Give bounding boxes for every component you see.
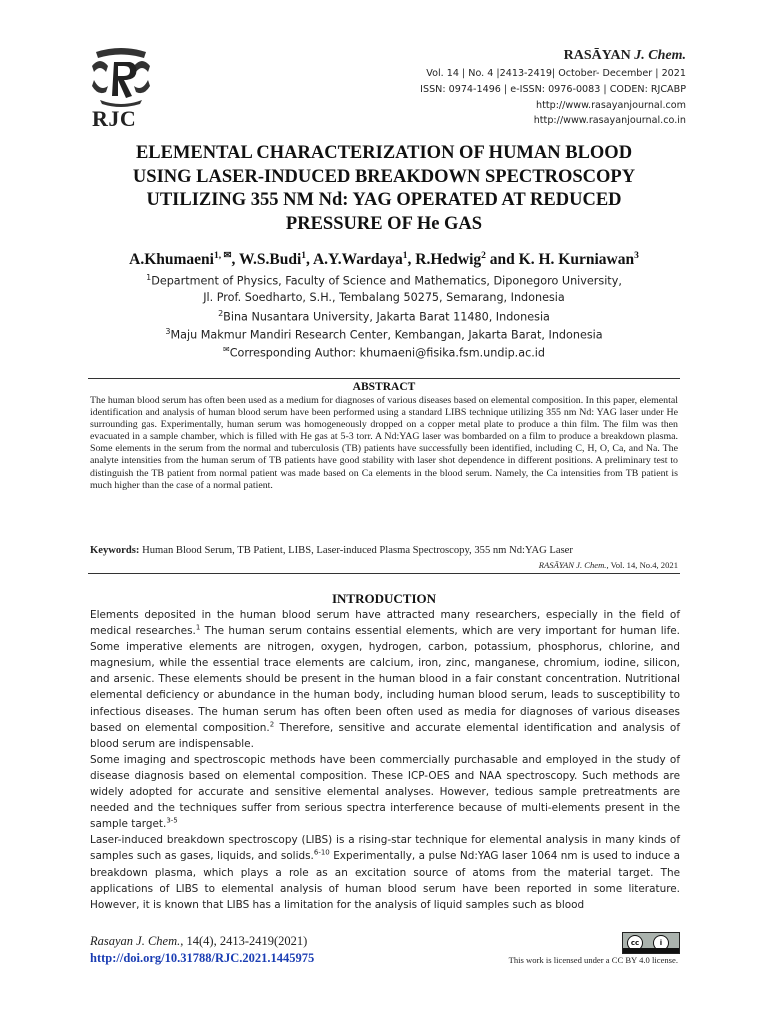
author-sup: 1 — [402, 251, 408, 261]
author-list — [80, 250, 688, 269]
badge-bar — [623, 948, 679, 953]
abstract-bottom-rule — [88, 573, 680, 574]
reference-marker: 2 — [269, 720, 275, 729]
affiliation-1-line-2: Jl. Prof. Soedharto, S.H., Tembalang 50275, Semarang, Indonesia — [203, 291, 565, 304]
reference-marker: 6-10 — [313, 848, 330, 857]
intro-text: The human serum contains essential elements, which are very important for human life. Some imperative elements are nitrogen, oxygen, hydrogen, carbon, potassium, phosphorus, chlorine, and magnesium, while the essential trace elements are calcium, iron, zinc, manganese, chromium, iodine, silicon, and arsenic. These elements should be present in the human blood in a fair constant concentration. Nutritional elemental deficiency or abundance in the human body, including human blood serum, leads to susceptibility to infectious diseases. The human serum has often been often used as media for diagnoses of various diseases based on elemental composition. — [90, 625, 680, 734]
author-name: W.S.Budi — [238, 251, 302, 269]
affiliation-3 — [80, 327, 688, 342]
keywords-text: Human Blood Serum, TB Patient, LIBS, Laser-induced Plasma Spectroscopy, 355 nm Nd:YAG Laser — [139, 545, 573, 556]
affiliation-sup: 1 — [146, 273, 152, 282]
title-line-3: UTILIZING 355 NM Nd: YAG OPERATED AT REDUCED — [146, 190, 622, 210]
intro-text: Experimentally, a pulse Nd:YAG laser 1064 nm is used to induce a breakdown plasma, which plays a role as an excitation source of atoms from the material target. The applications of LIBS to elemental analysis of human blood serum have been reported in some literature. However, it is known that LIBS has a limitation for the analysis of liquid samples such as blood — [90, 850, 680, 911]
introduction-body — [90, 607, 680, 913]
author-sup: 1 — [301, 251, 307, 261]
author-separator: , — [407, 251, 416, 269]
journal-name-main: RASĀYAN — [563, 48, 631, 63]
affiliation-text: Department of Physics, Faculty of Science and Mathematics, Diponegoro University, — [151, 274, 622, 288]
abstract-body: The human blood serum has often been used as a medium for diagnoses of various diseases based on elemental composition. In this paper, elemental identification and analysis of human blood serum have been performed using a standard LIBS technique utilizing 355 nm Nd: YAG laser under He surrounding gas. Experimentally, human serum was homogeneously dropped on a copper metal plate to produce a thin film. The film was then evacuated in a sample chamber, which is filled with He gas at 5-3 torr. A Nd:YAG laser was bombarded on a film to produce a breakdown plasma. Some elements in the serum from the normal and tuberculosis (TB) patients have successfully been identified, including C, H, O, Ca, and Na. The analyte intensities from the human serum of TB patients have good stability with laser shot dependence in different positions. A preliminary test to distinguish the TB patient from normal patient was made based on Ca elements in the blood serum. Namely, the Ca intensities from TB patient is much higher than the case of a normal patient. — [90, 395, 678, 491]
author-separator: and — [485, 251, 519, 269]
creative-commons-icon: cc — [627, 935, 643, 951]
corresponding-author-text[interactable]: Corresponding Author: khumaeni@fisika.fsm.undip.ac.id — [229, 346, 546, 360]
abstract-top-rule — [88, 378, 680, 379]
title-line-4: PRESSURE OF He GAS — [285, 213, 483, 234]
envelope-icon: ✉ — [222, 345, 230, 354]
affiliation-sup: 3 — [165, 327, 171, 336]
intro-paragraph-1 — [90, 607, 680, 752]
logo-text: RJC — [92, 106, 137, 131]
intro-text: Elements deposited in the human blood serum have attracted many researchers, especially in the field of medical researches. — [90, 609, 680, 638]
abstract-citation-journal: RASĀYAN J. Chem. — [538, 560, 607, 570]
affiliation-text: Bina Nusantara University, Jakarta Barat 11480, Indonesia — [223, 310, 550, 324]
doi-link[interactable]: http://doi.org/10.31788/RJC.2021.1445975 — [90, 951, 315, 965]
attribution-icon: i — [653, 935, 669, 951]
title-line-2: USING LASER-INDUCED BREAKDOWN SPECTROSCOPY — [132, 166, 636, 187]
intro-paragraph-3 — [90, 832, 680, 912]
license-text: This work is licensed under a CC BY 4.0 license. — [508, 955, 678, 965]
footer-citation-journal: Rasayan J. Chem. — [90, 934, 181, 948]
journal-name — [564, 48, 686, 64]
journal-url-1[interactable]: http://www.rasayanjournal.com — [536, 100, 686, 111]
journal-name-suffix: J. Chem. — [634, 48, 686, 63]
footer-citation-rest: , 14(4), 2413-2419(2021) — [180, 934, 308, 948]
reference-marker: 1 — [195, 623, 201, 632]
abstract-citation-rest: , Vol. 14, No.4, 2021 — [606, 560, 678, 570]
author-name: A.Khumaeni — [129, 251, 214, 269]
author-name: R.Hedwig — [415, 251, 482, 269]
cc-by-license-badge[interactable] — [622, 932, 680, 954]
author-separator: , — [231, 251, 239, 269]
author-name: K. H. Kurniawan — [518, 251, 635, 269]
intro-text: Laser-induced breakdown spectroscopy (LIBS) is a rising-star technique for elemental analysis in many kinds of samples such as gases, liquids, and solids. — [90, 834, 680, 863]
corresponding-author — [80, 345, 688, 360]
affiliation-text: Maju Makmur Mandiri Research Center, Kembangan, Jakarta Barat, Indonesia — [170, 328, 603, 342]
keywords-label: Keywords: — [90, 545, 140, 556]
author-sup: 2 — [481, 251, 486, 261]
volume-line: Vol. 14 | No. 4 |2413-2419| October- December | 2021 — [426, 68, 686, 79]
author-sup: 3 — [634, 251, 639, 261]
abstract-heading: ABSTRACT — [352, 381, 416, 393]
journal-url-2[interactable]: http://www.rasayanjournal.co.in — [533, 115, 686, 126]
author-separator: , — [306, 251, 313, 269]
intro-paragraph-2 — [90, 752, 680, 832]
introduction-heading: INTRODUCTION — [331, 591, 436, 606]
paper-title — [100, 142, 668, 236]
intro-text: Some imaging and spectroscopic methods have been commercially purchasable and employed in the study of disease diagnosis based on elemental composition. These ICP-OES and NAA spectroscopy. Such methods are widely adopted for accurate and sensitive elemental analyses. However, tedious sample pretreatments are needed and the techniques suffer from serious spectra interference because of multi-elements present in the sample target. — [90, 753, 680, 831]
intro-text: Therefore, sensitive and accurate elemental identification and analysis of blood serum are indispensable. — [90, 721, 680, 750]
issn-line: ISSN: 0974-1496 | e-ISSN: 0976-0083 | CODEN: RJCABP — [420, 84, 686, 95]
affiliation-1-line-1 — [80, 273, 688, 288]
footer-citation — [90, 934, 307, 949]
keywords — [90, 545, 678, 556]
abstract-citation — [539, 560, 678, 570]
affiliation-2 — [80, 309, 688, 324]
title-line-1: ELEMENTAL CHARACTERIZATION OF HUMAN BLOOD — [135, 143, 633, 163]
affiliation-sup: 2 — [218, 309, 224, 318]
reference-marker: 3-5 — [166, 816, 178, 825]
author-sup: 1, ✉ — [213, 251, 232, 261]
author-name: A.Y.Wardaya — [312, 251, 403, 269]
